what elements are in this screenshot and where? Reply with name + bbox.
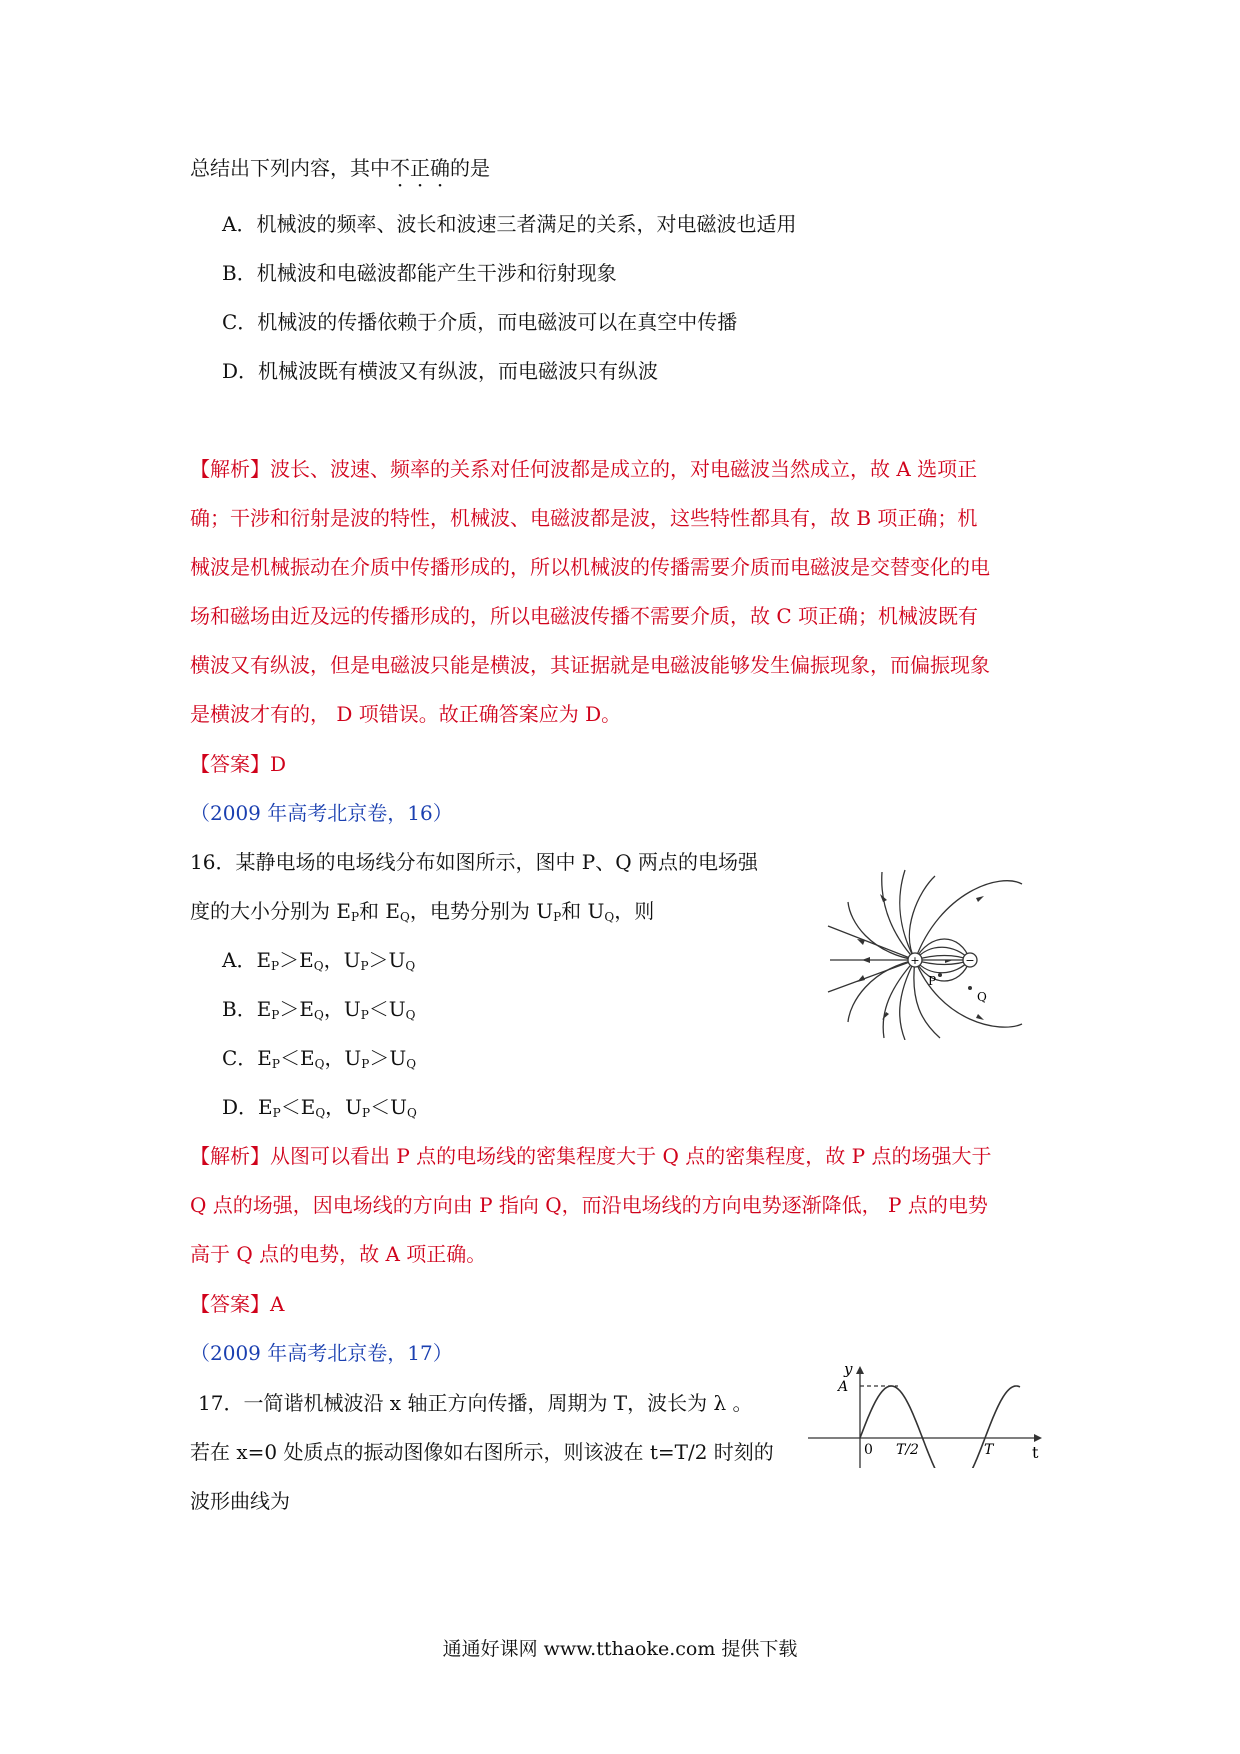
q16-analysis-line: 高于 Q 点的电势，故 A 项正确。 <box>190 1242 487 1266</box>
q15-answer: 【答案】D <box>190 752 287 776</box>
emphasis-char: 确 <box>430 156 450 180</box>
option-text: ＜E <box>279 1046 315 1070</box>
q15-analysis-line: 横波又有纵波，但是电磁波只能是横波，其证据就是电磁波能够发生偏振现象，而偏振现象 <box>190 653 990 677</box>
emphasis-char: 不 <box>390 156 410 180</box>
subscript: P <box>360 959 369 973</box>
subscript: Q <box>313 959 324 973</box>
vibration-graph <box>808 1358 1048 1468</box>
q16-option-d <box>222 1092 417 1128</box>
subscript: P <box>350 910 360 924</box>
plus-sign: + <box>910 954 920 967</box>
y-axis-label: y <box>844 1360 853 1378</box>
option-text: ，U <box>325 1095 363 1119</box>
q16-option-b <box>222 994 415 1030</box>
subscript: P <box>362 1106 371 1120</box>
subscript: Q <box>314 1057 325 1071</box>
minus-sign: − <box>965 954 975 967</box>
origin-label: 0 <box>864 1442 873 1458</box>
stem-text: ，则 <box>614 899 655 923</box>
q16-stem-line2 <box>190 896 654 932</box>
question-intro <box>190 153 490 183</box>
option-text: ＞E <box>279 948 314 972</box>
point-q-marker <box>968 986 972 990</box>
subscript: P <box>271 1057 280 1071</box>
q15-analysis-line: 【解析】波长、波速、频率的关系对任何波都是成立的，对电磁波当然成立，故 A 选项正 <box>190 457 978 481</box>
q17-stem-line1: 17．一简谐机械波沿 x 轴正方向传播，周期为 T，波长为 λ 。 <box>198 1391 753 1415</box>
option-text: ，U <box>323 997 361 1021</box>
q16-option-c <box>222 1043 416 1079</box>
q15-analysis-line: 场和磁场由近及远的传播形成的，所以电磁波传播不需要介质，故 C 项正确；机械波既有 <box>190 604 979 628</box>
subscript: P <box>271 959 280 973</box>
stem-text: ，电势分别为 U <box>409 899 554 923</box>
q15-option-c: C．机械波的传播依赖于介质，而电磁波可以在真空中传播 <box>222 310 738 334</box>
subscript: P <box>360 1008 369 1022</box>
subscript: Q <box>315 1106 326 1120</box>
option-text: ＜E <box>280 1095 316 1119</box>
period-label: T <box>984 1442 994 1458</box>
q17-stem-line2: 若在 x=0 处质点的振动图像如右图所示，则该波在 t=T/2 时刻的 <box>190 1440 774 1464</box>
page-footer: 通通好课网 www.tthaoke.com 提供下载 <box>442 1638 798 1660</box>
q16-analysis-line: Q 点的场强，因电场线的方向由 P 指向 Q，而沿电场线的方向电势逐渐降低， P 点的电势 <box>190 1193 988 1217</box>
stem-text: 和 E <box>359 899 401 923</box>
point-q-label: Q <box>977 990 987 1004</box>
option-text: ＞U <box>368 948 406 972</box>
point-p-label: P <box>928 974 937 988</box>
option-text: ＞E <box>279 997 314 1021</box>
half-period-label: T/2 <box>896 1442 919 1458</box>
intro-before: 总结出下列内容，其中 <box>190 156 390 180</box>
option-text: ＞U <box>369 1046 407 1070</box>
option-text: ，U <box>323 948 361 972</box>
q15-analysis-line: 械波是机械振动在介质中传播形成的，所以机械波的传播需要介质而电磁波是交替变化的电 <box>190 555 990 579</box>
option-text: A．E <box>222 948 272 972</box>
subscript: Q <box>406 1057 417 1071</box>
subscript: P <box>272 1106 281 1120</box>
subscript: P <box>271 1008 280 1022</box>
q17-source: （2009 年高考北京卷，17） <box>190 1341 453 1365</box>
q16-option-a <box>222 945 415 981</box>
option-text: ＜U <box>368 997 406 1021</box>
option-text: ，U <box>324 1046 362 1070</box>
subscript: Q <box>400 910 410 924</box>
option-text: C．E <box>222 1046 272 1070</box>
t-axis-arrow-icon <box>1034 1434 1042 1442</box>
t-axis-label: t <box>1032 1443 1039 1462</box>
q16-answer: 【答案】A <box>190 1292 285 1316</box>
y-axis-arrow-icon <box>856 1366 864 1374</box>
q15-option-d: D．机械波既有横波又有纵波，而电磁波只有纵波 <box>222 359 659 383</box>
q16-source: （2009 年高考北京卷，16） <box>190 801 453 825</box>
stem-text: 度的大小分别为 E <box>190 899 351 923</box>
subscript: Q <box>405 1008 416 1022</box>
subscript: P <box>553 910 562 924</box>
q17-stem-line3: 波形曲线为 <box>190 1489 290 1513</box>
sine-wave <box>860 1386 1020 1468</box>
stem-text: 和 U <box>561 899 605 923</box>
subscript: Q <box>313 1008 324 1022</box>
intro-after: 的是 <box>450 156 490 180</box>
point-p-marker <box>938 973 942 977</box>
q15-option-b: B．机械波和电磁波都能产生干涉和衍射现象 <box>222 261 617 285</box>
subscript: Q <box>405 959 416 973</box>
option-text: D．E <box>222 1095 273 1119</box>
q15-analysis-line: 是横波才有的， D 项错误。故正确答案应为 D。 <box>190 702 622 726</box>
amplitude-label: A <box>838 1379 849 1395</box>
subscript: Q <box>406 1106 417 1120</box>
subscript: Q <box>604 910 615 924</box>
subscript: P <box>361 1057 370 1071</box>
q15-analysis-line: 确；干涉和衍射是波的特性，机械波、电磁波都是波，这些特性都具有，故 B 项正确；机 <box>190 506 978 530</box>
q16-stem-line1: 16．某静电场的电场线分布如图所示，图中 P、Q 两点的电场强 <box>190 850 759 874</box>
q15-option-a: A．机械波的频率、波长和波速三者满足的关系，对电磁波也适用 <box>222 212 797 236</box>
option-text: ＜U <box>370 1095 407 1119</box>
electric-field-diagram <box>810 862 1040 1040</box>
option-text: B．E <box>222 997 272 1021</box>
emphasis-char: 正 <box>410 156 430 180</box>
q16-analysis-line: 【解析】从图可以看出 P 点的电场线的密集程度大于 Q 点的密集程度，故 P 点的场强大于 <box>190 1144 992 1168</box>
